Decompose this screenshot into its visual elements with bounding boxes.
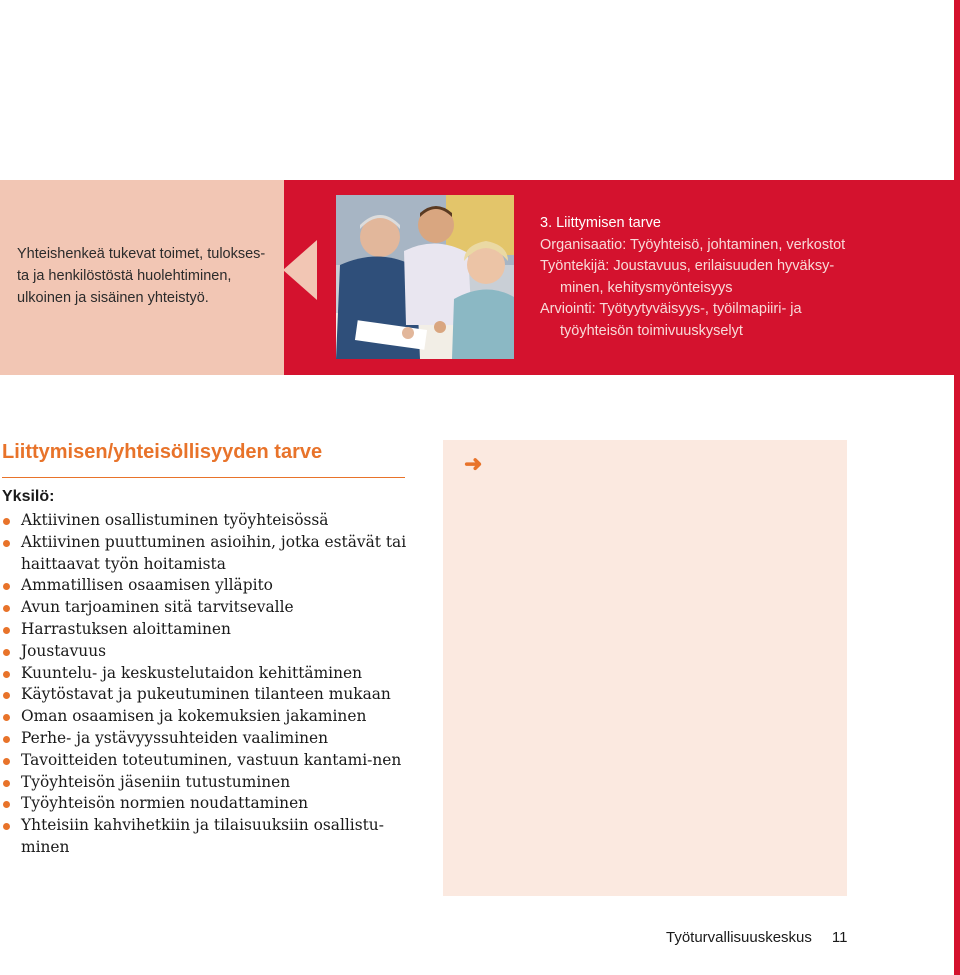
list-item: Käytöstavat ja pukeutuminen tilanteen mukaan (2, 684, 407, 706)
need-heading: 3. Liittymisen tarve (540, 215, 661, 231)
list-item: Tavoitteiden toteutuminen, vastuun kantami-nen (2, 750, 407, 772)
need-box-text (540, 213, 870, 342)
list-item: Harrastuksen aloittaminen (2, 619, 407, 641)
list-item: Aktiivinen puuttuminen asioihin, jotka estävät tai haittaavat työn hoitamista (2, 532, 407, 576)
arrow-right-icon: ➜ (464, 451, 483, 476)
need-line: minen, kehitysmyönteisyys (560, 279, 733, 296)
list-item: Aktiivinen osallistuminen työyhteisössä (2, 510, 407, 532)
section-subtitle: Yksilö: (2, 488, 55, 505)
page-footer (666, 929, 847, 946)
page-number: 11 (831, 929, 848, 946)
need-line: Työntekijä: Joustavuus, erilaisuuden hyväksy- (540, 258, 835, 274)
intro-line: Yhteishenkeä tukevat toimet, tulokses- (17, 246, 266, 262)
bullet-list (2, 510, 407, 859)
intro-text (17, 243, 277, 309)
list-item: Ammatillisen osaamisen ylläpito (2, 575, 407, 597)
need-line: työyhteisön toimivuuskyselyt (560, 322, 743, 339)
list-item: Työyhteisön normien noudattaminen (2, 793, 407, 815)
intro-line: ta ja henkilöstöstä huolehtiminen, (17, 268, 232, 284)
list-item: Perhe- ja ystävyyssuhteiden vaaliminen (2, 728, 407, 750)
need-line: Organisaatio: Työyhteisö, johtaminen, verkostot (540, 236, 846, 253)
publisher-name: Työturvallisuuskeskus (666, 929, 812, 946)
page-edge-bar (954, 0, 960, 975)
photo-three-people-icon (336, 195, 514, 359)
section-title: Liittymisen/yhteisöllisyyden tarve (2, 441, 323, 463)
notes-box[interactable] (443, 440, 847, 896)
need-line: Arviointi: Työtyytyväisyys-, työilmapiiri- ja (540, 301, 802, 317)
list-item: Työyhteisön jäseniin tutustuminen (2, 772, 407, 794)
intro-line: ulkoinen ja sisäinen yhteistyö. (17, 290, 209, 306)
list-item: Joustavuus (2, 641, 407, 663)
list-item: Kuuntelu- ja keskustelutaidon kehittäminen (2, 663, 407, 685)
list-item: Avun tarjoaminen sitä tarvitsevalle (2, 597, 407, 619)
title-underline (2, 477, 405, 478)
speech-pointer (283, 240, 317, 300)
list-item: Oman osaamisen ja kokemuksien jakaminen (2, 706, 407, 728)
list-item: Yhteisiin kahvihetkiin ja tilaisuuksiin osallistu-minen (2, 815, 407, 859)
